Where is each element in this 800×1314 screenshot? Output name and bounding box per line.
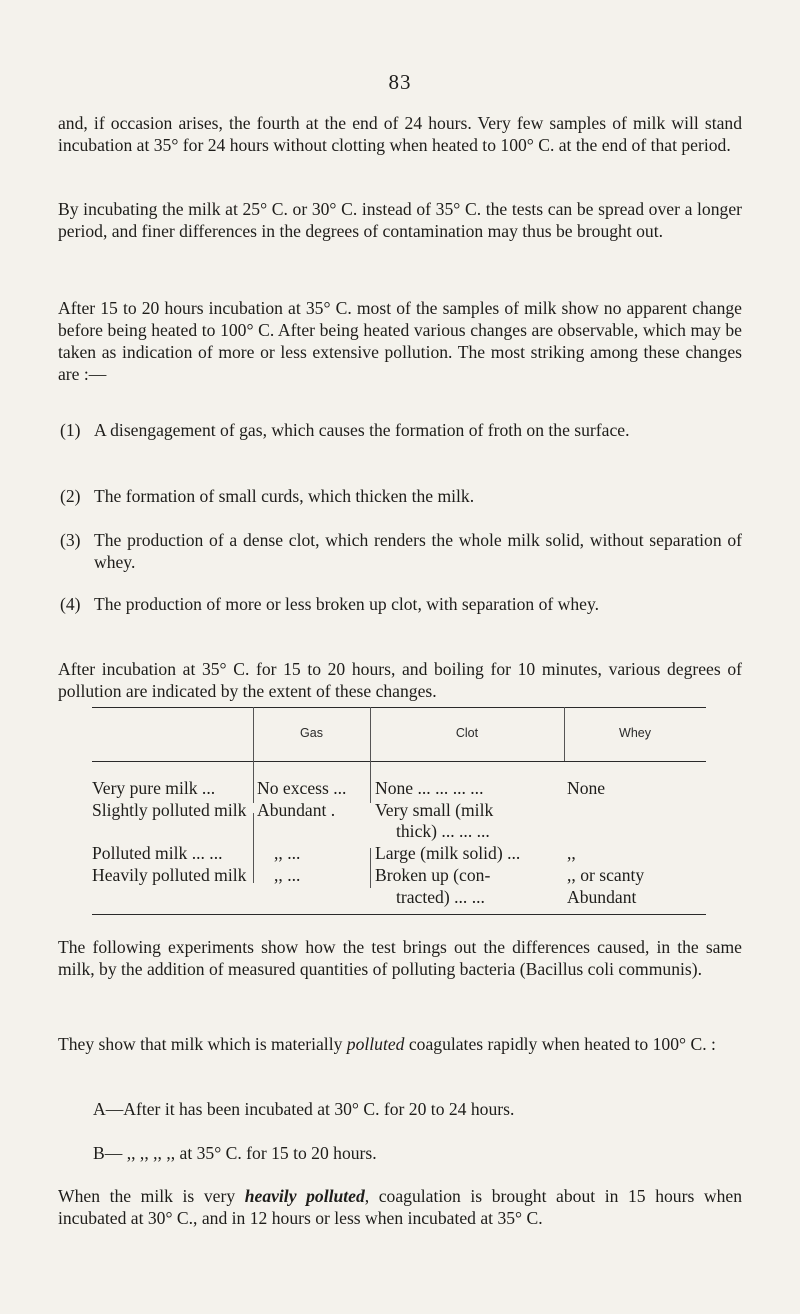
row-clot-value: None ... ... ... ... <box>375 778 484 798</box>
row-gas-value: Abundant . <box>257 800 336 820</box>
paragraph-experiments: The following experiments show how the test brings out the differences caused, in the same milk, by the addition of measured quantities of polluting bacteria (Bacillus coli communis). <box>58 937 742 979</box>
change-number: (1) <box>60 420 81 440</box>
row-milk-label: Very pure milk ... <box>92 778 216 798</box>
row-milk-label: Slightly polluted milk <box>92 800 247 820</box>
change-text: A disengagement of gas, which causes the formation of froth on the surface. <box>94 420 630 440</box>
row-gas-value: ,, ... <box>274 865 301 885</box>
table-bottom-rule <box>92 914 706 915</box>
change-text: The production of more or less broken up clot, with separation of whey. <box>94 594 600 614</box>
change-number: (2) <box>60 486 81 506</box>
text-run: coagulates rapidly when heated to 100° C. : <box>404 1034 716 1054</box>
row-whey-value: ,, or scanty <box>567 865 645 885</box>
column-divider <box>370 761 371 803</box>
text-run: , coagulation is brought about in 15 hours when incubated at 30° C., and in 12 hours or less when incubated at 35° C. <box>58 1186 742 1228</box>
paragraph-coagulation <box>58 1033 742 1055</box>
row-gas-value: No excess ... <box>257 778 347 798</box>
condition-b: B— ,, ,, ,, ,, at 35° C. for 15 to 20 hours. <box>93 1143 377 1163</box>
change-text: The production of a dense clot, which renders the whole milk solid, without separation of whey. <box>94 530 742 572</box>
change-item-broken-clot <box>60 593 742 615</box>
row-clot-value: Very small (milk <box>375 800 494 820</box>
change-item-curds <box>60 485 742 507</box>
change-item-dense-clot <box>60 529 742 573</box>
column-divider <box>253 761 254 803</box>
change-text: The formation of small curds, which thicken the milk. <box>94 486 475 506</box>
row-clot-value: Large (milk solid) ... <box>375 843 521 863</box>
change-number: (4) <box>60 594 81 614</box>
row-clot-value: Broken up (con- <box>375 865 491 885</box>
change-number: (3) <box>60 530 81 550</box>
row-milk-label: Heavily polluted milk <box>92 865 247 885</box>
text-run: They show that milk which is materially <box>58 1034 347 1054</box>
header-gas: Gas <box>300 726 323 740</box>
row-whey-value: ,, <box>567 843 576 863</box>
row-whey-value: Abundant <box>567 887 637 907</box>
header-whey: Whey <box>619 726 651 740</box>
row-milk-label: Polluted milk ... ... <box>92 843 223 863</box>
paragraph-observed-changes: After 15 to 20 hours incubation at 35° C. most of the samples of milk show no apparent change before being heated to 100° C. After being heated various changes are observable, which may be taken as indication of more or less extensive pollution. The most striking among these changes are :— <box>58 298 742 384</box>
table-top-rule <box>92 707 706 708</box>
change-item-gas <box>60 419 742 441</box>
row-gas-value: ,, ... <box>274 843 301 863</box>
row-clot-value-continued: tracted) ... ... <box>396 887 485 907</box>
page-number: 83 <box>388 70 412 94</box>
row-clot-value-continued: thick) ... ... ... <box>396 821 490 841</box>
paragraph-incubation-duration: and, if occasion arises, the fourth at the end of 24 hours. Very few samples of milk will stand incubation at 35° for 24 hours without clotting when heated to 100° C. at the end of that period. <box>58 113 742 155</box>
emphasis-heavily-polluted: heavily polluted <box>244 1186 365 1206</box>
paragraph-pollution-degrees: After incubation at 35° C. for 15 to 20 hours, and boiling for 10 minutes, various degrees of pollution are indicated by the extent of these changes. <box>58 659 742 701</box>
paragraph-lower-temperature: By incubating the milk at 25° C. or 30° C. instead of 35° C. the tests can be spread over a longer period, and finer differences in the degrees of contamination may thus be brought out. <box>58 199 742 241</box>
text-run: When the milk is very <box>58 1186 245 1206</box>
header-clot: Clot <box>455 726 479 740</box>
column-divider <box>370 848 371 888</box>
emphasis-polluted: polluted <box>346 1034 405 1054</box>
table-header-rule <box>92 761 706 762</box>
row-whey-value: None <box>567 778 606 798</box>
column-divider <box>253 813 254 883</box>
condition-a: A—After it has been incubated at 30° C. for 20 to 24 hours. <box>93 1099 515 1119</box>
paragraph-heavy-pollution <box>58 1185 742 1229</box>
